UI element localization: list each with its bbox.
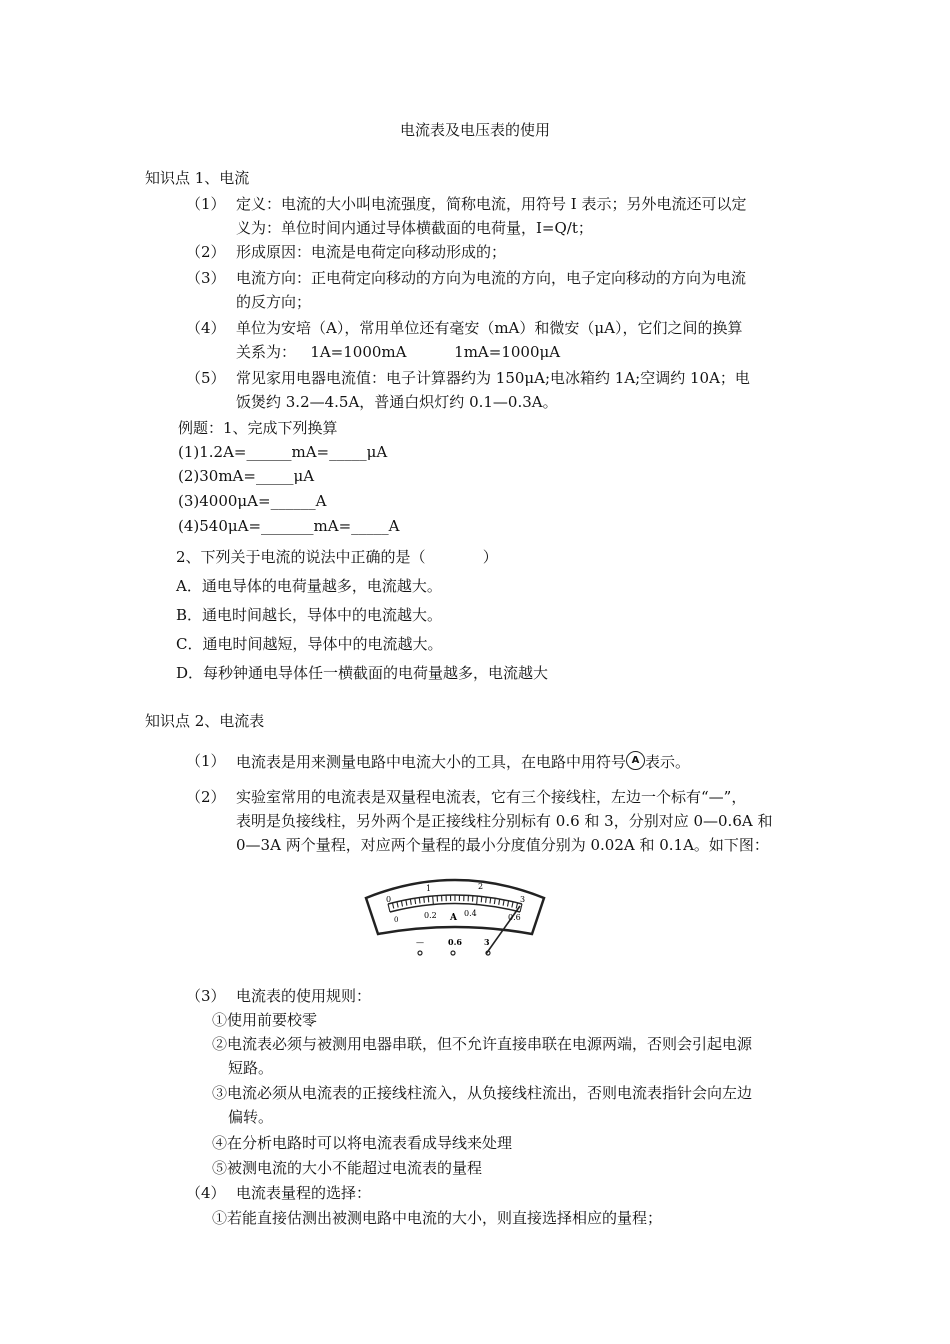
s1-item3-line1: 电流方向：正电荷定向移动的方向为电流的方向，电子定向移动的方向为电流 (236, 269, 747, 287)
terminal-neg-label: — (416, 938, 424, 947)
scale-tick (415, 898, 416, 904)
s1-item5-num: （5） (186, 369, 226, 387)
ammeter-dial-icon (360, 868, 550, 958)
scale-tick (388, 904, 390, 912)
s1-item1-line2: 义为：单位时间内通过导体横截面的电荷量，I=Q/t； (236, 219, 593, 237)
s1-item1-line1: 定义：电流的大小叫电流强度，简称电流，用符号 I 表示；另外电流还可以定 (236, 195, 747, 213)
range-rule-1: ①若能直接估测出被测电路中电流的大小，则直接选择相应的量程； (212, 1209, 663, 1227)
scale-tick (494, 898, 495, 904)
rule-3-line1: ③电流必须从电流表的正接线柱流入，从负接线柱流出，否则电流表指针会向左边 (212, 1084, 753, 1102)
scale-tick (520, 904, 522, 912)
conversion-2: (2)30mA=_____μA (178, 467, 315, 485)
scale-tick (410, 899, 411, 905)
conversion-3: (3)4000μA=______A (178, 492, 327, 510)
upper-label-3: 3 (520, 895, 526, 904)
option-d: D．每秒钟通电导体任一横截面的电荷量越多，电流越大 (176, 664, 549, 682)
s1-item1-num: （1） (186, 195, 226, 213)
example-heading: 例题：1、完成下列换算 (178, 419, 338, 437)
rule-2-line1: ②电流表必须与被测用电器串联，但不允许直接串联在电源两端，否则会引起电源 (212, 1035, 753, 1053)
s2-item1-text (236, 751, 690, 772)
scale-tick (499, 899, 500, 905)
terminal-3-label: 3 (484, 937, 490, 947)
s1-item3-line2: 的反方向； (236, 293, 312, 311)
rule-5: ⑤被测电流的大小不能超过电流表的量程 (212, 1159, 483, 1177)
scale-tick (490, 898, 491, 904)
s2-item1-text-a: 电流表是用来测量电路中电流大小的工具，在电路中用符号 (236, 753, 627, 771)
upper-label-2: 2 (478, 882, 484, 891)
scale-tick (428, 896, 429, 902)
scale-tick (397, 902, 398, 908)
scale-tick (406, 900, 407, 906)
conversion-4: (4)540μA=_______mA=_____A (178, 517, 400, 535)
s2-item2-line3: 0—3A 两个量程，对应两个量程的最小分度值分别为 0.02A 和 0.1A。如下图： (236, 836, 769, 854)
s1-item2-num: （2） (186, 243, 226, 261)
s1-item5-line2: 饭煲约 3.2—4.5A，普通白炽灯约 0.1—0.3A。 (236, 393, 558, 411)
lower-label-2: 0.4 (464, 909, 477, 918)
s2-item2-line1: 实验室常用的电流表是双量程电流表，它有三个接线柱，左边一个标有“—”， (236, 788, 747, 806)
lower-label-3: 0.6 (508, 913, 521, 922)
scale-tick (512, 902, 513, 908)
scale-tick (433, 896, 434, 904)
ammeter-figure (360, 868, 550, 958)
s1-item4-line1: 单位为安培（A），常用单位还有毫安（mA）和微安（μA），它们之间的换算 (236, 319, 743, 337)
s2-item3-num: （3） (186, 987, 226, 1005)
scale-tick (424, 897, 425, 903)
scale-tick (481, 896, 482, 902)
s2-item2-line2: 表明是负接线柱，另外两个是正接线柱分别标有 0.6 和 3，分别对应 0—0.6A 和 (236, 812, 773, 830)
scale-tick (392, 903, 393, 909)
scale-tick (503, 900, 504, 906)
rule-3-line2: 偏转。 (228, 1108, 274, 1126)
lower-label-0: 0 (394, 916, 399, 924)
s1-item5-line1: 常见家用电器电流值：电子计算器约为 150μA;电冰箱约 1A;空调约 10A；电 (236, 369, 750, 387)
scale-tick (419, 898, 420, 904)
conversion-1: (1)1.2A=______mA=_____μA (178, 443, 388, 461)
lower-label-A: A (450, 913, 457, 923)
scale-tick (477, 896, 478, 904)
s2-item1-text-b: 表示。 (645, 753, 691, 771)
s2-item1-num: （1） (186, 752, 226, 770)
option-c: C．通电时间越短，导体中的电流越大。 (176, 635, 443, 653)
s2-item2-num: （2） (186, 788, 226, 806)
section1-heading: 知识点 1、电流 (145, 169, 250, 187)
option-b: B．通电时间越长，导体中的电流越大。 (176, 606, 443, 624)
s2-item3-heading: 电流表的使用规则： (236, 987, 372, 1005)
s2-item4-num: （4） (186, 1184, 226, 1202)
scale-tick (401, 901, 402, 907)
s1-item2-line1: 形成原因：电流是电荷定向移动形成的； (236, 243, 507, 261)
doc-title: 电流表及电压表的使用 (399, 121, 550, 139)
rule-4: ④在分析电路时可以将电流表看成导线来处理 (212, 1134, 513, 1152)
upper-label-0: 0 (386, 895, 392, 904)
s1-item3-num: （3） (186, 269, 226, 287)
ammeter-symbol-icon: A (626, 751, 645, 770)
upper-label-1: 1 (426, 884, 432, 893)
rule-1: ①使用前要校零 (212, 1011, 318, 1029)
question-2: 2、下列关于电流的说法中正确的是（ ） (176, 548, 498, 566)
scale-tick (516, 903, 517, 909)
scale-tick (486, 897, 487, 903)
rule-2-line2: 短路。 (228, 1059, 274, 1077)
option-a: A．通电导体的电荷量越多，电流越大。 (176, 577, 442, 595)
s1-item4-line2: 关系为： 1A=1000mA 1mA=1000μA (236, 343, 561, 361)
terminal-06-label: 0.6 (448, 937, 462, 947)
lower-label-1: 0.2 (424, 911, 437, 920)
s1-item4-num: （4） (186, 319, 226, 337)
scale-tick (507, 901, 508, 907)
s2-item4-heading: 电流表量程的选择： (236, 1184, 372, 1202)
section2-heading: 知识点 2、电流表 (145, 712, 265, 730)
